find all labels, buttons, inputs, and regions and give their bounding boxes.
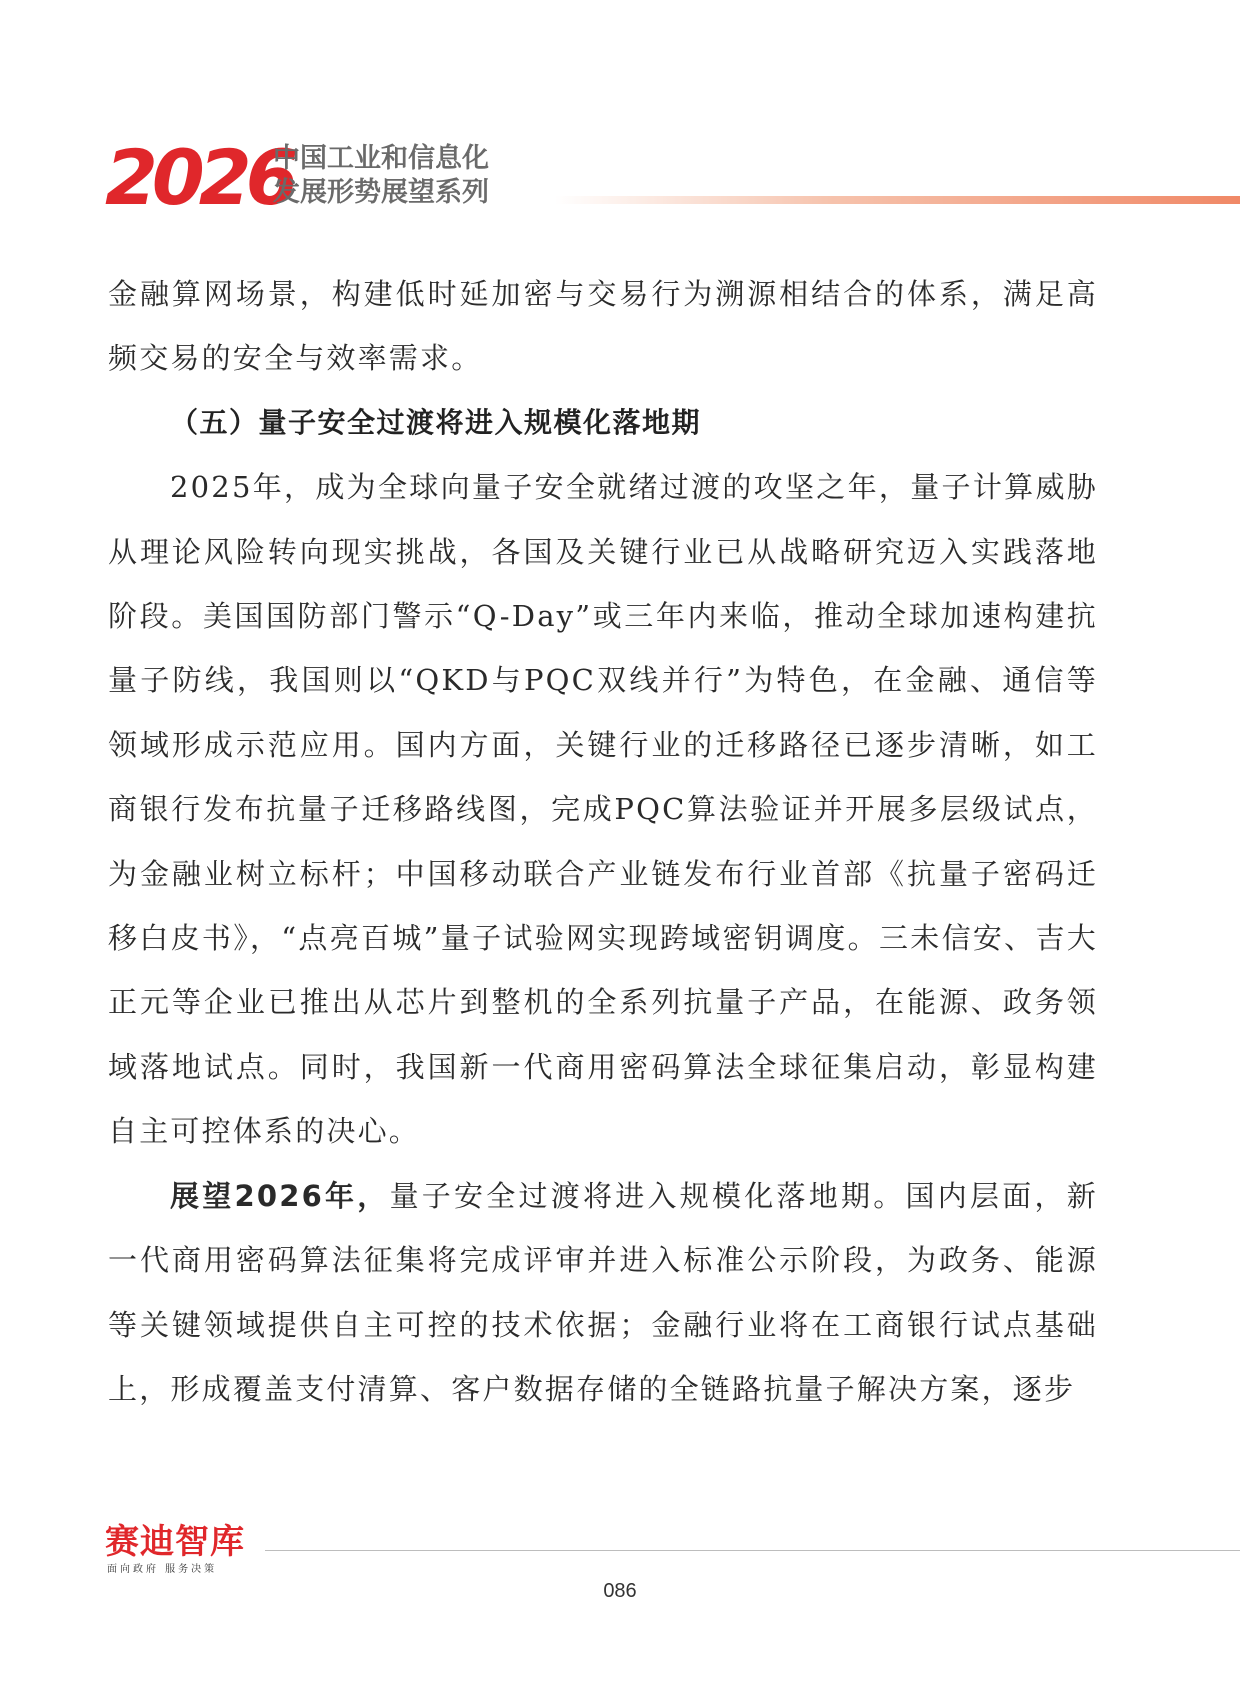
body-text (108, 262, 1098, 1421)
footer-tagline: 面向政府 服务决策 (107, 1564, 218, 1575)
series-title-line1: 中国工业和信息化 (273, 143, 489, 174)
paragraph: 2025年，成为全球向量子安全就绪过渡的攻坚之年，量子计算威胁从理论风险转向现实挑战，各国及关键行业已从战略研究迈入实践落地阶段。美国国防部门警示“Q-Day”或三年内来临，推动全球加速构建抗量子防线，我国则以“QKD与PQC双线并行”为特色，在金融、通信等领域形成示范应用。国内方面，关键行业的迁移路径已逐步清晰，如工商银行发布抗量子迁移路线图，完成PQC算法验证并开展多层级试点，为金融业树立标杆；中国移动联合产业链发布行业首部《抗量子密码迁移白皮书》，“点亮百城”量子试验网实现跨域密钥调度。三未信安、吉大正元等企业已推出从芯片到整机的全系列抗量子产品，在能源、政务领域落地试点。同时，我国新一代商用密码算法全球征集启动，彰显构建自主可控体系的决心。 (108, 470, 1098, 1149)
header-gradient-bar (555, 196, 1240, 204)
page-header (105, 133, 1240, 222)
paragraph-continued: 金融算网场景，构建低时延加密与交易行为溯源相结合的体系，满足高频交易的安全与效率需求。 (108, 277, 1098, 376)
footer-divider (265, 1550, 1240, 1551)
paragraph-text: 量子安全过渡将进入规模化落地期。国内层面，新一代商用密码算法征集将完成评审并进入标准公示阶段，为政务、能源等关键领域提供自主可控的技术依据；金融行业将在工商银行试点基础上，形成覆盖支付清算、客户数据存储的全链路抗量子解决方案，逐步 (108, 1178, 1098, 1406)
year-logo: 2026 (105, 133, 293, 222)
paragraph-outlook (108, 1164, 1098, 1422)
paragraph-lead: 展望2026年， (170, 1178, 390, 1213)
section-heading: （五）量子安全过渡将进入规模化落地期 (170, 405, 702, 439)
series-title (273, 142, 489, 210)
series-title-line2: 发展形势展望系列 (273, 177, 489, 208)
footer-brand-logo: 赛迪智库 (105, 1522, 245, 1562)
page-number: 086 (603, 1580, 637, 1602)
